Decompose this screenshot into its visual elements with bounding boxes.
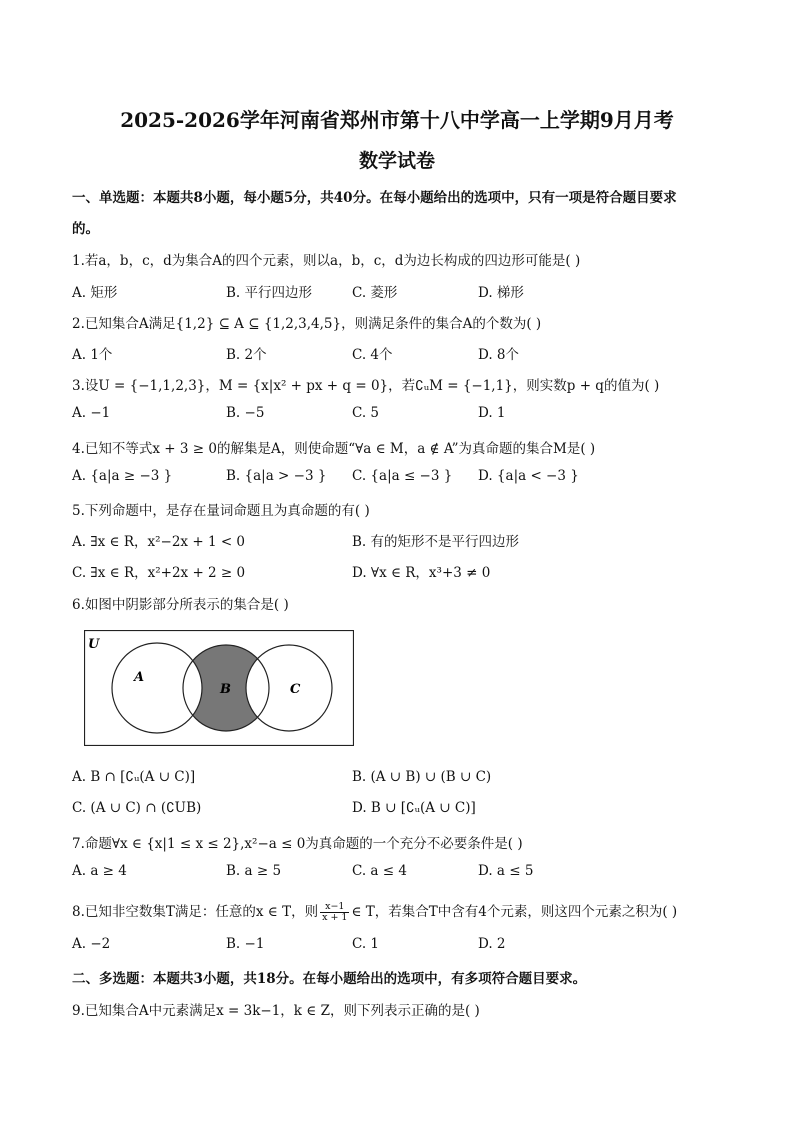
q3-option-a: A. −1	[72, 405, 111, 421]
question-4-stem: 4.已知不等式x + 3 ≥ 0的解集是A，则使命题“∀a ∈ M，a ∉ A”为真命题的集合M是( )	[72, 441, 596, 457]
q3-option-d: D. 1	[478, 405, 506, 421]
q7-option-b: B. a ≥ 5	[226, 863, 282, 879]
q8-fraction-numerator: x−1	[320, 902, 349, 913]
q7-option-a: A. a ≥ 4	[72, 863, 127, 879]
label-u: U	[88, 637, 100, 652]
q8-option-b: B. −1	[226, 936, 265, 952]
section1-heading-line2: 的。	[72, 221, 99, 237]
label-a: A	[134, 670, 145, 685]
q2-option-b: B. 2个	[226, 347, 267, 363]
question-8-stem	[72, 900, 677, 923]
q8-option-a: A. −2	[72, 936, 111, 952]
question-6-stem: 6.如图中阴影部分所表示的集合是( )	[72, 597, 289, 613]
q1-option-a: A. 矩形	[72, 285, 118, 301]
q6-option-d: D. B ∪ [∁ᵤ(A ∪ C)]	[352, 800, 476, 816]
q6-option-b: B. (A ∪ B) ∪ (B ∪ C)	[352, 769, 492, 785]
q8-option-d: D. 2	[478, 936, 506, 952]
q8-fraction	[320, 902, 349, 923]
q6-option-c: C. (A ∪ C) ∩ (∁UB)	[72, 800, 202, 816]
q6-option-a: A. B ∩ [∁ᵤ(A ∪ C)]	[72, 769, 196, 785]
q8-fraction-denominator: x + 1	[322, 912, 348, 923]
question-7-stem: 7.命题∀x ∈ {x|1 ≤ x ≤ 2},x²−a ≤ 0为真命题的一个充分不必要条件是( )	[72, 836, 523, 852]
q7-option-d: D. a ≤ 5	[478, 863, 534, 879]
question-3-stem: 3.设U = {−1,1,2,3}，M = {x|x² + px + q = 0}，若∁ᵤM = {−1,1}，则实数p + q的值为( )	[72, 378, 660, 394]
q7-option-c: C. a ≤ 4	[352, 863, 407, 879]
section2-heading: 二、多选题：本题共3小题，共18分。在每小题给出的选项中，有多项符合题目要求。	[72, 971, 587, 987]
label-c: C	[290, 682, 301, 697]
q8-stem-start: 8.已知非空数集T满足：任意的x ∈ T，则	[72, 904, 319, 920]
q2-option-a: A. 1个	[72, 347, 113, 363]
q5-option-d: D. ∀x ∈ R，x³+3 ≠ 0	[352, 565, 491, 581]
venn-diagram	[84, 630, 354, 746]
q2-option-d: D. 8个	[478, 347, 520, 363]
label-b: B	[220, 682, 231, 697]
q1-option-b: B. 平行四边形	[226, 285, 313, 301]
question-2-stem: 2.已知集合A满足{1,2} ⊆ A ⊆ {1,2,3,4,5}，则满足条件的集合A的个数为( )	[72, 316, 542, 332]
question-5-stem: 5.下列命题中，是存在量词命题且为真命题的有( )	[72, 503, 370, 519]
q4-option-c: C. {a|a ≤ −3 }	[352, 468, 453, 484]
exam-title: 2025-2026学年河南省郑州市第十八中学高一上学期9月月考	[120, 108, 674, 132]
q8-stem-end: ∈ T，若集合T中含有4个元素，则这四个元素之积为( )	[351, 904, 678, 920]
q4-option-a: A. {a|a ≥ −3 }	[72, 468, 173, 484]
question-1-stem: 1.若a，b，c，d为集合A的四个元素，则以a，b，c，d为边长构成的四边形可能是( )	[72, 253, 581, 269]
q3-option-b: B. −5	[226, 405, 265, 421]
section1-heading-line1: 一、单选题：本题共8小题，每小题5分，共40分。在每小题给出的选项中，只有一项是符合题目要求	[72, 190, 677, 206]
q5-option-a: A. ∃x ∈ R，x²−2x + 1 < 0	[72, 534, 246, 550]
q1-option-c: C. 菱形	[352, 285, 398, 301]
question-9-stem: 9.已知集合A中元素满足x = 3k−1，k ∈ Z，则下列表示正确的是( )	[72, 1003, 480, 1019]
q3-option-c: C. 5	[352, 405, 380, 421]
q5-option-b: B. 有的矩形不是平行四边形	[352, 534, 520, 550]
exam-subtitle: 数学试卷	[358, 150, 435, 172]
q2-option-c: C. 4个	[352, 347, 393, 363]
q8-option-c: C. 1	[352, 936, 380, 952]
q4-option-d: D. {a|a < −3 }	[478, 468, 579, 484]
q1-option-d: D. 梯形	[478, 285, 524, 301]
q5-option-c: C. ∃x ∈ R，x²+2x + 2 ≥ 0	[72, 565, 246, 581]
q4-option-b: B. {a|a > −3 }	[226, 468, 327, 484]
